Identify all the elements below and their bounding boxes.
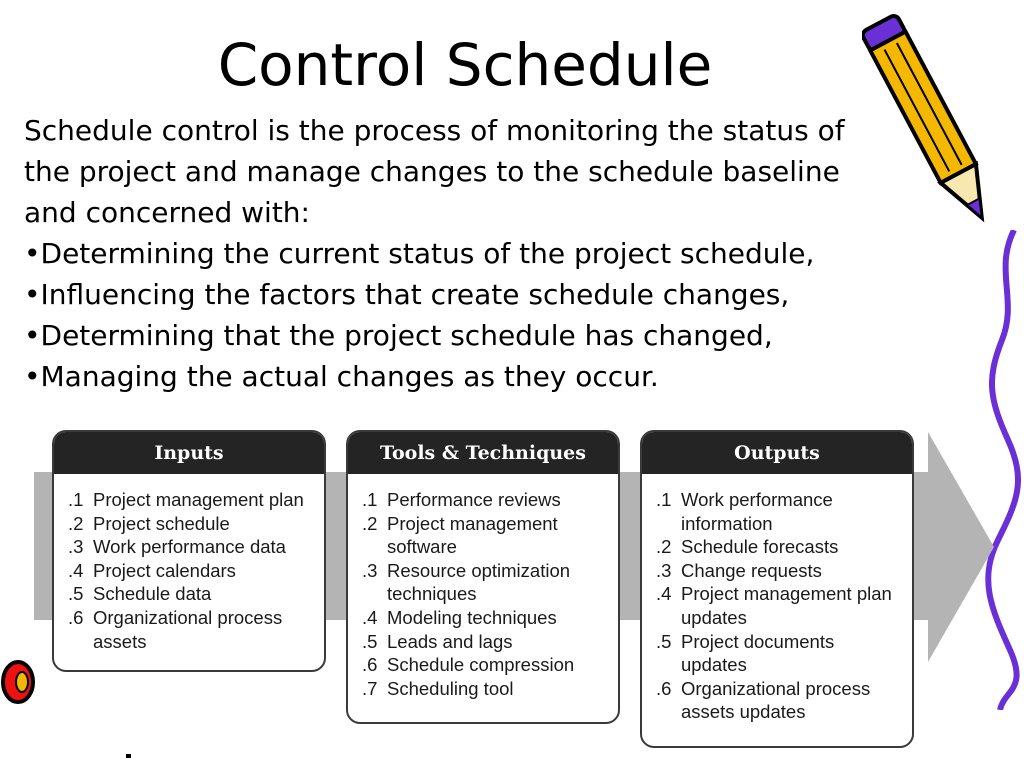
- intro-line: Schedule control is the process of monitoring the status of: [24, 114, 845, 147]
- item-text: [387, 559, 570, 606]
- list-item: [68, 606, 318, 653]
- item-text: [93, 606, 282, 653]
- outputs-list: [642, 474, 912, 724]
- item-text: [387, 630, 513, 654]
- list-item: [68, 535, 318, 559]
- item-text-line: Scheduling tool: [387, 677, 514, 699]
- item-text-line: Schedule compression: [387, 654, 575, 676]
- item-text-line: Organizational process: [681, 677, 871, 699]
- item-text-line: Leads and lags: [387, 630, 513, 652]
- item-text-line: Schedule data: [93, 583, 212, 605]
- item-text-line: techniques: [387, 583, 477, 605]
- item-number: .1: [68, 489, 84, 510]
- list-item: [362, 653, 612, 677]
- intro-line: and concerned with:: [24, 196, 310, 229]
- item-number: .6: [656, 677, 672, 699]
- item-text: [93, 512, 230, 536]
- item-text: [681, 488, 833, 535]
- inputs-heading: Inputs: [54, 432, 324, 474]
- tools-list: [348, 474, 618, 700]
- outputs-heading: Outputs: [642, 432, 912, 474]
- item-text: [387, 488, 561, 512]
- item-number: .1: [362, 489, 378, 510]
- item-text: [93, 535, 286, 559]
- list-item: [362, 677, 612, 701]
- item-number: .7: [362, 677, 378, 699]
- item-text-line: Modeling techniques: [387, 606, 557, 628]
- item-text: [681, 630, 834, 677]
- item-text-line: Schedule forecasts: [681, 536, 839, 558]
- pencil-icon: [862, 4, 1002, 244]
- item-text: [93, 582, 211, 606]
- corner-decoration: [0, 656, 40, 712]
- list-item: [68, 488, 318, 512]
- item-text: [387, 606, 557, 630]
- item-text: [387, 512, 558, 559]
- list-item: [362, 488, 612, 512]
- item-text-line: Change requests: [681, 559, 822, 581]
- inputs-box: [52, 430, 326, 672]
- list-item: [68, 582, 318, 606]
- inputs-list: [54, 474, 324, 653]
- item-text-line: Project management: [387, 512, 558, 534]
- list-item: [656, 488, 906, 535]
- item-text-line: Performance reviews: [387, 489, 561, 510]
- item-number: .4: [68, 559, 84, 581]
- item-number: .2: [68, 512, 84, 534]
- item-text-line: Project management plan: [93, 489, 304, 510]
- list-item: [656, 535, 906, 559]
- item-text-line: Project calendars: [93, 559, 236, 581]
- item-number: .3: [656, 559, 672, 581]
- list-item: [656, 559, 906, 583]
- list-item: [362, 630, 612, 654]
- list-item: [362, 512, 612, 559]
- item-text: [681, 559, 822, 583]
- list-item: [68, 512, 318, 536]
- item-text-line: Work performance: [681, 489, 833, 510]
- item-number: .5: [656, 630, 672, 652]
- list-item: [362, 559, 612, 606]
- process-arrow-head: [928, 432, 994, 662]
- item-number: .3: [68, 536, 84, 558]
- item-number: .1: [656, 489, 672, 510]
- item-text: [681, 582, 892, 629]
- item-text-line: information: [681, 512, 773, 534]
- item-text: [681, 677, 870, 724]
- list-item: [656, 630, 906, 677]
- item-number: .6: [362, 654, 378, 676]
- intro-line: the project and manage changes to the schedule baseline: [24, 155, 840, 188]
- item-text-line: Project management plan: [681, 583, 892, 605]
- item-text: [93, 488, 304, 512]
- item-text-line: assets: [93, 630, 147, 652]
- item-text-line: Work performance data: [93, 536, 286, 558]
- item-text-line: Project documents: [681, 630, 835, 652]
- item-text: [387, 653, 574, 677]
- outputs-box: [640, 430, 914, 748]
- item-number: .6: [68, 606, 84, 628]
- item-number: .2: [362, 512, 378, 534]
- slide-body: [24, 110, 984, 397]
- bullet-item: •Managing the actual changes as they occur.: [24, 360, 659, 393]
- item-number: .4: [656, 583, 672, 605]
- list-item: [362, 606, 612, 630]
- bullet-item: •Determining that the project schedule has changed,: [24, 319, 773, 352]
- item-text-line: software: [387, 536, 457, 558]
- item-text-line: Organizational process: [93, 606, 283, 628]
- slide-title: Control Schedule: [217, 31, 713, 99]
- item-text-line: updates: [681, 654, 747, 676]
- item-text-line: Resource optimization: [387, 559, 571, 581]
- item-text-line: updates: [681, 606, 747, 628]
- tools-heading: Tools & Techniques: [348, 432, 618, 474]
- bullet-item: •Determining the current status of the project schedule,: [24, 237, 815, 270]
- bullet-item: •Influencing the factors that create schedule changes,: [24, 278, 790, 311]
- list-item: [656, 677, 906, 724]
- list-item: [68, 559, 318, 583]
- item-number: .5: [68, 583, 84, 605]
- tools-box: [346, 430, 620, 724]
- item-number: .5: [362, 630, 378, 652]
- item-text-line: assets updates: [681, 701, 806, 723]
- item-text-line: Project schedule: [93, 512, 230, 534]
- item-text: [387, 677, 514, 701]
- item-number: .3: [362, 559, 378, 581]
- item-text: [681, 535, 838, 559]
- list-item: [656, 582, 906, 629]
- item-text: [93, 559, 236, 583]
- item-number: .2: [656, 536, 672, 558]
- item-number: .4: [362, 606, 378, 628]
- tiny-mark: [124, 752, 134, 760]
